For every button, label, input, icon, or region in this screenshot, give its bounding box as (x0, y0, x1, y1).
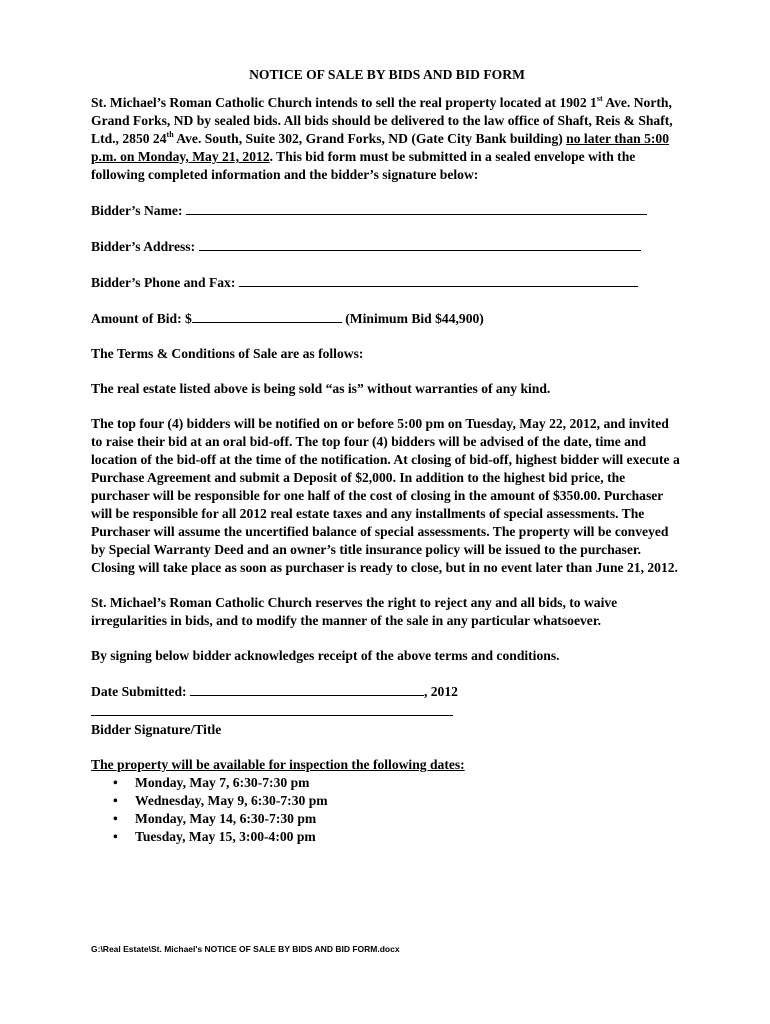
document-page (91, 66, 683, 846)
intro-text-1: St. Michael’s Roman Catholic Church intends to sell the real property located at 1902 1 (91, 95, 597, 110)
bidder-name-label: Bidder’s Name: (91, 203, 183, 218)
bullet-icon: • (113, 793, 118, 808)
bidder-address-label: Bidder’s Address: (91, 239, 196, 254)
bid-amount-row (91, 309, 683, 328)
reserves-paragraph: St. Michael’s Roman Catholic Church reserves the right to reject any and all bids, to waive irregularities in bids, and to modify the manner of the sale in any particular whatsoever. (91, 595, 618, 628)
bidder-address-line[interactable] (199, 237, 641, 251)
intro-superscript-2: th (166, 130, 174, 139)
inspection-date: Monday, May 7, 6:30-7:30 pm (135, 775, 310, 790)
intro-deadline: no later than 5:00 p.m. on Monday, May 21, 2012 (91, 131, 670, 164)
bid-amount-line[interactable] (192, 309, 342, 323)
list-item (113, 810, 683, 828)
bullet-icon: • (113, 775, 118, 790)
bullet-icon: • (113, 829, 118, 844)
document-title: NOTICE OF SALE BY BIDS AND BID FORM (249, 67, 525, 82)
date-year: , 2012 (423, 684, 458, 699)
list-item (113, 828, 683, 846)
as-is-statement: The real estate listed above is being sold “as is” without warranties of any kind. (91, 381, 551, 396)
terms-heading: The Terms & Conditions of Sale are as follows: (91, 346, 364, 361)
inspection-heading: The property will be available for inspection the following dates: (91, 757, 465, 772)
bidder-phone-row (91, 273, 683, 292)
bid-amount-label: Amount of Bid: $ (91, 311, 192, 326)
minimum-bid-note: (Minimum Bid $44,900) (345, 311, 484, 326)
inspection-dates-list (91, 774, 683, 846)
inspection-date: Tuesday, May 15, 3:00-4:00 pm (135, 829, 316, 844)
intro-paragraph (91, 94, 683, 184)
date-submitted-line[interactable] (190, 682, 424, 696)
inspection-date: Wednesday, May 9, 6:30-7:30 pm (135, 793, 328, 808)
signature-label: Bidder Signature/Title (91, 722, 222, 737)
bidder-address-row (91, 237, 683, 256)
intro-text-4: . This bid form must be submitted in a sealed envelope with the following completed information and the bidder’s signature below: (91, 149, 636, 182)
inspection-date: Monday, May 14, 6:30-7:30 pm (135, 811, 317, 826)
bidder-phone-line[interactable] (239, 273, 638, 287)
bidder-name-line[interactable] (186, 201, 647, 215)
intro-superscript-1: st (596, 94, 603, 103)
acknowledgement: By signing below bidder acknowledges receipt of the above terms and conditions. (91, 648, 560, 663)
bullet-icon: • (113, 811, 118, 826)
terms-paragraph: The top four (4) bidders will be notified on or before 5:00 pm on Tuesday, May 22, 2012, and invited to raise their bid at an oral bid-off. The top four (4) bidders will be advised of the date, time and location of the bid-off at the time of the notification. At closing of bid-off, highest bidder will execute a Purchase Agreement and submit a Deposit of $2,000. In addition to the highest bid price, the purchaser will be responsible for one half of the cost of closing in the amount of $350.00. Purchaser will be responsible for all 2012 real estate taxes and any installments of special assessments. The Purchaser will assume the uncertified balance of special assessments. The property will be conveyed by Special Warranty Deed and an owner’s title insurance policy will be issued to the purchaser. Closing will take place as soon as purchaser is ready to close, but in no event later than June 21, 2012. (91, 416, 680, 575)
footer-file-path: G:\Real Estate\St. Michael's NOTICE OF SALE BY BIDS AND BID FORM.docx (91, 944, 400, 954)
intro-text-2: Ave. North, Grand Forks, ND by sealed bids. All bids should be delivered to the law office of Shaft, Reis & Shaft, Ltd., 2850 24 (91, 95, 673, 146)
date-submitted-row (91, 682, 683, 701)
bidder-name-row (91, 201, 683, 220)
list-item (113, 792, 683, 810)
intro-text-3: Ave. South, Suite 302, Grand Forks, ND (Gate City Bank building) (173, 131, 567, 146)
list-item (113, 774, 683, 792)
bidder-phone-label: Bidder’s Phone and Fax: (91, 275, 236, 290)
signature-line[interactable] (91, 715, 453, 716)
date-submitted-label: Date Submitted: (91, 684, 187, 699)
